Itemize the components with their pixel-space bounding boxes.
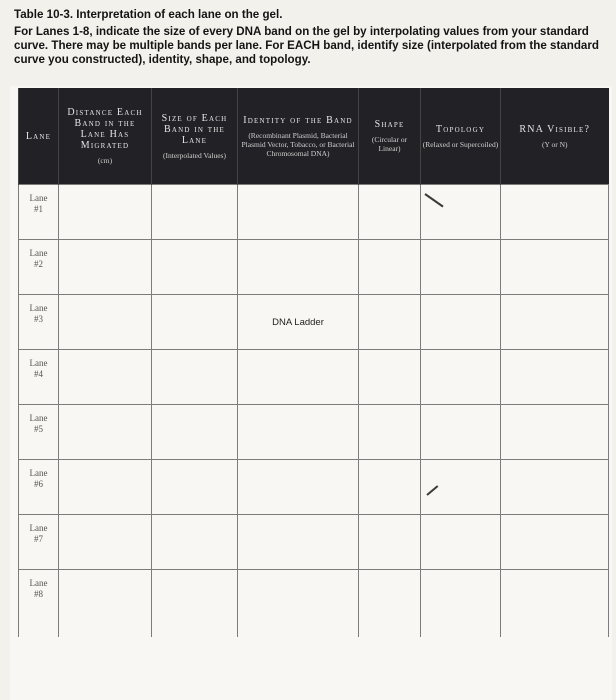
identity-cell[interactable] xyxy=(238,185,359,240)
size-cell[interactable] xyxy=(152,515,238,570)
identity-cell[interactable] xyxy=(238,350,359,405)
header-rna: RNA Visible? (Y or N) xyxy=(501,88,609,185)
table-row xyxy=(19,185,609,240)
rna-cell[interactable] xyxy=(501,570,609,638)
identity-cell[interactable] xyxy=(238,460,359,515)
shape-cell[interactable] xyxy=(359,350,421,405)
table-row xyxy=(19,295,609,350)
size-cell[interactable] xyxy=(152,405,238,460)
lane-label-5: Lane #5 xyxy=(19,405,59,460)
table-row xyxy=(19,240,609,295)
lane-label-2: Lane #2 xyxy=(19,240,59,295)
header-identity: Identity of the Band (Recombinant Plasmid, Bacterial Plasmid Vector, Tobacco, or Bacterial Chromosomal DNA) xyxy=(238,88,359,185)
shape-cell[interactable] xyxy=(359,185,421,240)
topology-cell[interactable] xyxy=(421,350,501,405)
topology-cell[interactable] xyxy=(421,240,501,295)
identity-cell[interactable] xyxy=(238,570,359,638)
distance-cell[interactable] xyxy=(59,460,152,515)
table-row xyxy=(19,460,609,515)
size-cell[interactable] xyxy=(152,460,238,515)
table-title: Table 10-3. Interpretation of each lane on the gel. xyxy=(14,8,283,21)
header-size: Size of Each Band in the Lane (Interpolated Values) xyxy=(152,88,238,185)
rna-cell[interactable] xyxy=(501,240,609,295)
rna-cell[interactable] xyxy=(501,405,609,460)
lane-interpretation-table xyxy=(18,88,609,637)
shape-cell[interactable] xyxy=(359,460,421,515)
header-lane: Lane xyxy=(19,88,59,185)
topology-cell[interactable] xyxy=(421,405,501,460)
header-row xyxy=(19,88,609,185)
distance-cell[interactable] xyxy=(59,515,152,570)
rna-cell[interactable] xyxy=(501,515,609,570)
distance-cell[interactable] xyxy=(59,570,152,638)
distance-cell[interactable] xyxy=(59,295,152,350)
header-topology: Topology (Relaxed or Supercoiled) xyxy=(421,88,501,185)
identity-cell[interactable] xyxy=(238,405,359,460)
lane-label-8: Lane #8 xyxy=(19,570,59,638)
worksheet xyxy=(10,86,612,700)
header-shape: Shape (Circular or Linear) xyxy=(359,88,421,185)
distance-cell[interactable] xyxy=(59,185,152,240)
rna-cell[interactable] xyxy=(501,460,609,515)
table-caption xyxy=(14,8,604,67)
shape-cell[interactable] xyxy=(359,515,421,570)
lane-label-3: Lane #3 xyxy=(19,295,59,350)
rna-cell[interactable] xyxy=(501,295,609,350)
size-cell[interactable] xyxy=(152,350,238,405)
identity-cell[interactable] xyxy=(238,515,359,570)
size-cell[interactable] xyxy=(152,570,238,638)
ladder-identity-cell[interactable]: DNA Ladder xyxy=(238,295,359,350)
header-distance: Distance Each Band in the Lane Has Migrated (cm) xyxy=(59,88,152,185)
distance-cell[interactable] xyxy=(59,240,152,295)
table-row xyxy=(19,570,609,638)
lane-label-6: Lane #6 xyxy=(19,460,59,515)
shape-cell[interactable] xyxy=(359,295,421,350)
lane-label-1: Lane #1 xyxy=(19,185,59,240)
distance-cell[interactable] xyxy=(59,405,152,460)
pen-stroke xyxy=(426,485,438,496)
table-row xyxy=(19,515,609,570)
shape-cell[interactable] xyxy=(359,570,421,638)
size-cell[interactable] xyxy=(152,240,238,295)
lane-label-4: Lane #4 xyxy=(19,350,59,405)
size-cell[interactable] xyxy=(152,295,238,350)
lane-label-7: Lane #7 xyxy=(19,515,59,570)
topology-cell[interactable] xyxy=(421,460,501,515)
rna-cell[interactable] xyxy=(501,185,609,240)
topology-cell[interactable] xyxy=(421,515,501,570)
size-cell[interactable] xyxy=(152,185,238,240)
shape-cell[interactable] xyxy=(359,405,421,460)
topology-cell[interactable] xyxy=(421,570,501,638)
topology-cell[interactable] xyxy=(421,185,501,240)
shape-cell[interactable] xyxy=(359,240,421,295)
identity-cell[interactable] xyxy=(238,240,359,295)
rna-cell[interactable] xyxy=(501,350,609,405)
distance-cell[interactable] xyxy=(59,350,152,405)
table-row xyxy=(19,405,609,460)
topology-cell[interactable] xyxy=(421,295,501,350)
pen-stroke xyxy=(424,193,443,207)
table-row xyxy=(19,350,609,405)
table-instructions: For Lanes 1-8, indicate the size of every DNA band on the gel by interpolating values from your standard curve. There may be multiple bands per lane. For EACH band, identify size (interpolated from the standard curve you constructed), identity, shape, and topology. xyxy=(14,25,599,66)
